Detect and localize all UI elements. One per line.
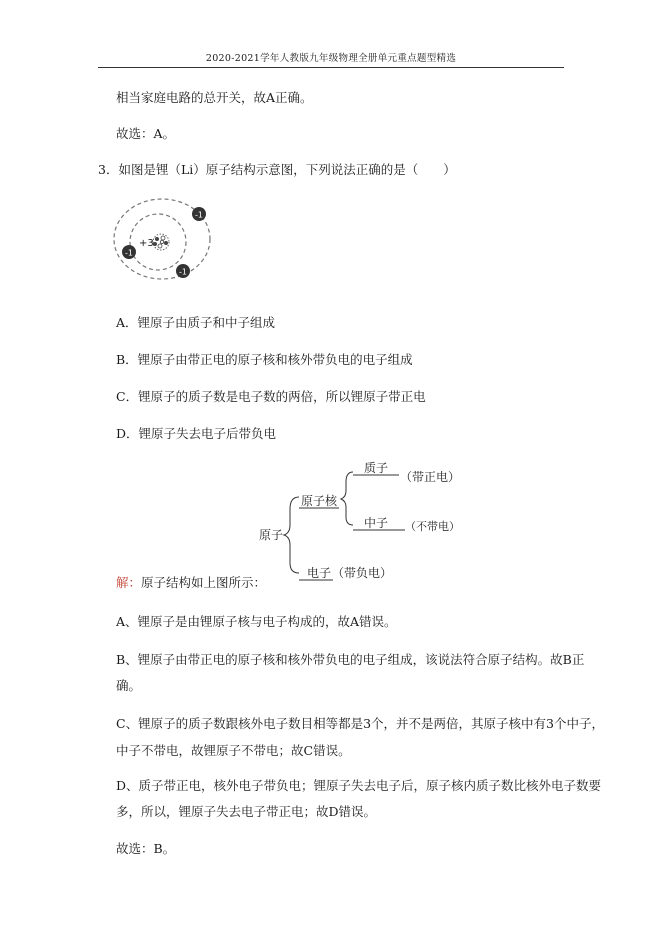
solution-c-line2: 中子不带电，故锂原子不带电；故C错误。 xyxy=(116,743,351,758)
solution-b-line2: 确。 xyxy=(116,678,142,693)
electron-1 xyxy=(192,207,206,221)
question-number: 3． xyxy=(98,162,119,177)
tree-nucleus: 原子核 xyxy=(301,494,338,508)
page-header: 2020-2021学年人教版九年级物理全册单元重点题型精选 xyxy=(98,50,564,68)
tree-electron: 电子 xyxy=(307,566,332,580)
electron-2 xyxy=(122,245,136,259)
tree-braces xyxy=(284,472,353,573)
atom-structure-tree xyxy=(250,455,480,585)
tree-neutron-charge: （不带电） xyxy=(405,520,460,533)
option-d: D．锂原子失去电子后带负电 xyxy=(116,426,277,441)
solution-b-line1: B、锂原子由带正电的原子核和核外带负电的电子组成，该说法符合原子结构。故B正 xyxy=(116,652,585,667)
solution-intro-line xyxy=(116,573,266,591)
previous-solution-text: 相当家庭电路的总开关，故A正确。 xyxy=(116,90,313,105)
tree-neutron: 中子 xyxy=(364,516,389,530)
tree-root-atom: 原子 xyxy=(259,528,284,542)
tree-proton-charge: （带正电） xyxy=(400,470,461,484)
previous-answer: 故选：A。 xyxy=(116,126,176,141)
svg-text:-1: -1 xyxy=(195,210,203,220)
option-c: C．锂原子的质子数是电子数的两倍，所以锂原子带正电 xyxy=(116,389,426,404)
solution-intro: 原子结构如上图所示： xyxy=(141,575,267,590)
solution-label: 解： xyxy=(116,575,142,590)
solution-d-line2: 多，所以，锂原子失去电子带正电；故D错误。 xyxy=(116,804,377,819)
electron-3 xyxy=(176,264,190,278)
question-stem: 如图是锂（Li）原子结构示意图，下列说法正确的是（ ） xyxy=(118,162,456,177)
solution-a: A、锂原子是由锂原子核与电子构成的，故A错误。 xyxy=(116,614,397,629)
nucleus xyxy=(153,234,169,250)
solution-c-line1: C、锂原子的质子数跟核外电子数目相等都是3个，并不是两倍，其原子核中有3个中子， xyxy=(116,716,604,731)
lithium-atom-diagram xyxy=(110,193,215,283)
nucleus-charge-label: +3 xyxy=(139,238,154,249)
tree-proton: 质子 xyxy=(364,461,389,475)
option-a: A．锂原子由质子和中子组成 xyxy=(116,315,276,330)
tree-underlines xyxy=(299,475,405,580)
question-3 xyxy=(98,160,456,178)
svg-text:-1: -1 xyxy=(125,248,133,258)
solution-d-line1: D、质子带正电，核外电子带负电；锂原子失去电子后，原子核内质子数比核外电子数要 xyxy=(116,778,602,793)
final-answer: 故选：B。 xyxy=(116,841,176,856)
svg-text:-1: -1 xyxy=(179,267,187,277)
option-b: B．锂原子由带正电的原子核和核外带负电的电子组成 xyxy=(116,352,413,367)
tree-electron-charge: （带负电） xyxy=(332,566,393,580)
